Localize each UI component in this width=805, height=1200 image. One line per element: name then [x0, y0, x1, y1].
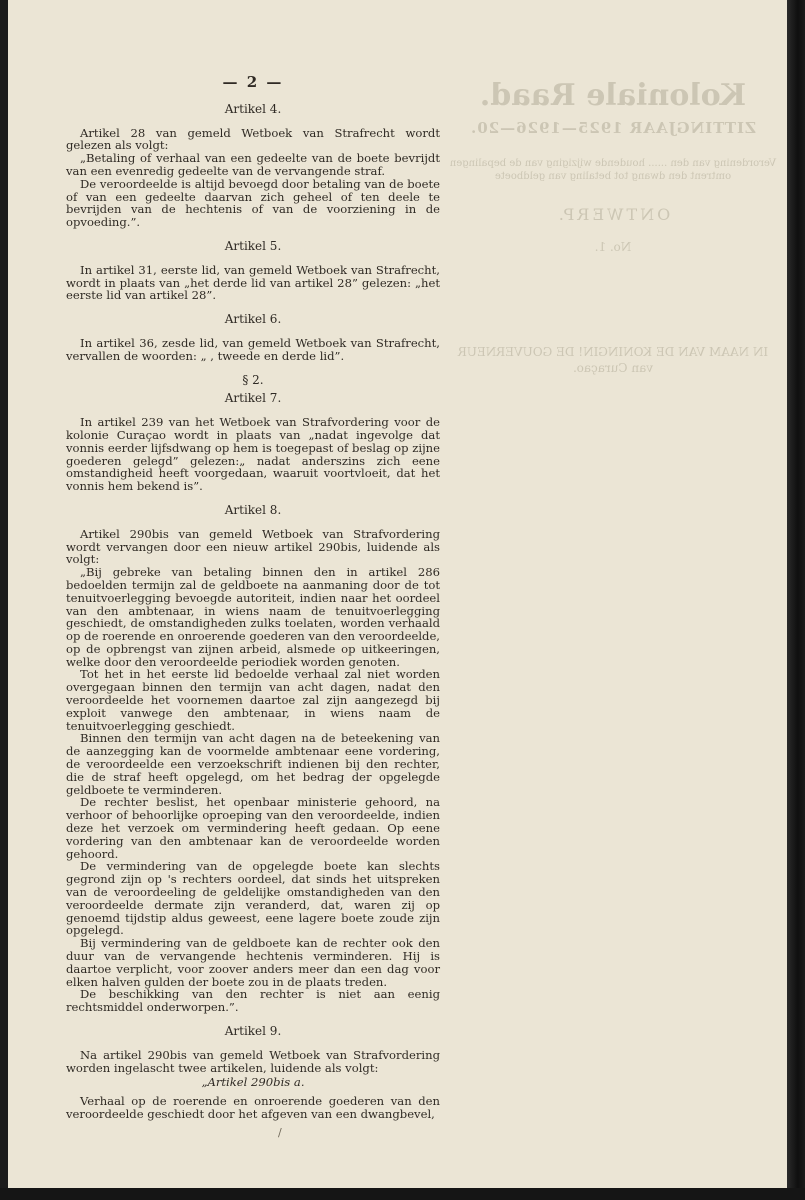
article-5-para-1: In artikel 31, eerste lid, van gemeld Wetboek van Strafrecht, wordt in plaats van „het derde lid van artikel 28” gelezen: „het eerste lid van artikel 28”. — [66, 262, 440, 303]
article-8-para-3: Tot het in het eerste lid bedoelde verhaal zal niet worden overgegaan binnen den termijn van acht dagen, nadat den veroordeelde het voornemen daartoe zal zijn aangezegd bij exploit vanwege den ambtenaar, in wiens naam de tenuitvoerlegging geschiedt. — [66, 667, 440, 733]
article-290bis-a-heading: „Artikel 290bis a. — [201, 1075, 305, 1090]
article-6-heading: Artikel 6. — [224, 312, 282, 327]
bleed-line-2: ZITTINGJAAR 1925—1926—20. — [470, 119, 756, 137]
document-page — [8, 0, 787, 1188]
bleed-through-text — [448, 60, 778, 580]
article-9-heading: Artikel 9. — [224, 1024, 282, 1038]
article-5-heading: Artikel 5. — [224, 238, 282, 253]
bleed-line-6: IN NAAM VAN DE KONINGIN! DE GOUVERNEUR van Curaçao. — [457, 345, 769, 375]
page-content — [66, 73, 440, 1121]
article-4-para-3: De veroordeelde is altijd bevoegd door betaling van de boete of van een gedeelte daarvan zich geheel of ten deele te bevrijden van de hechtenis of van de voorziening in de opvoeding.”. — [66, 176, 440, 230]
article-4-para-1: Artikel 28 van gemeld Wetboek van Strafrecht wordt gelezen als volgt: — [66, 125, 440, 153]
article-8-para-7: Bij vermindering van de geldboete kan de rechter ook den duur van de vervangende hechtenis verminderen. Hij is daartoe verplicht, voor zoover anders meer dan een dag voor elken halven gulden der boete zou in de plaats treden. — [66, 936, 440, 989]
article-8-para-4: Binnen den termijn van acht dagen na de beteekening van de aanzegging kan de voormelde ambtenaar eene vordering, de veroordeelde een verzoekschrift indienen bij den rechter, die de straf heeft opgelegd, om het bedrag der opgelegde geldboete te verminderen. — [66, 731, 440, 797]
bleed-line-4: ONTWERP. — [555, 205, 671, 224]
article-4-heading: Artikel 4. — [224, 101, 282, 116]
article-8-para-1: Artikel 290bis van gemeld Wetboek van Strafvordering wordt vervangen door een nieuw artikel 290bis, luidende als volgt: — [66, 526, 440, 567]
foot-mark: / — [278, 1126, 282, 1139]
article-4-para-2: „Betaling of verhaal van een gedeelte van de boete bevrijdt van een evenredig gedeelte van de vervangende straf. — [66, 151, 440, 178]
article-8-para-8: De beschikking van den rechter is niet aan eenig rechtsmiddel onderworpen.”. — [66, 987, 440, 1015]
article-8-para-6: De vermindering van de opgelegde boete kan slechts gegrond zijn op 's rechters oordeel, dat sinds het uitspreken van de veroordeeling de geldelijke omstandigheden van den veroordeelde dermate zijn veranderd, dat, waren zij op genoemd tijdstip aldus geweest, eene lagere boete zoude zijn opgelegd. — [66, 859, 440, 938]
article-8-para-2: „Bij gebreke van betaling binnen den in artikel 286 bedoelden termijn zal de geldboete na aanmaning door de tot tenuitvoerlegging bevoegde autoriteit, indien naar het oordeel van den ambtenaar, in wiens naam de tenuitvoerlegging geschiedt, de omstandigheden zulks toelaten, worden verhaald op de roerende en onroerende goederen van den veroordeelde, op de opbrengst van zijnen arbeid, alsmede op uitkeeringen, welke door den veroordeelde periodiek worden genoten. — [66, 565, 440, 669]
bleed-line-1: Koloniale Raad. — [479, 78, 747, 113]
section-2-heading: § 2. — [242, 372, 264, 387]
page-number: — 2 — — [222, 73, 284, 91]
article-8-heading: Artikel 8. — [224, 502, 282, 517]
bleed-line-3: Verordening van den ...... houdende wijziging van de bepalingen omtrent den dwang tot betaling van geldboete — [449, 158, 777, 182]
bleed-line-5: No. 1. — [594, 240, 632, 254]
scan-bottom-edge — [0, 1188, 805, 1200]
article-6-para-1: In artikel 36, zesde lid, van gemeld Wetboek van Strafrecht, vervallen de woorden: „ , tweede en derde lid”. — [66, 335, 440, 363]
article-290bis-a-para-1: Verhaal op de roerende en onroerende goederen van den veroordeelde geschiedt door het afgeven van een dwangbevel, — [66, 1094, 440, 1121]
article-8-para-5: De rechter beslist, het openbaar ministerie gehoord, na verhoor of behoorlijke oproeping van den veroordeelde, indien deze het verzoek om vermindering heeft gedaan. Op eene vordering van den ambtenaar kan de veroordeelde worden gehoord. — [66, 795, 440, 861]
scan-right-edge — [787, 0, 805, 1200]
article-7-heading: Artikel 7. — [224, 391, 282, 406]
article-9-para-1: Na artikel 290bis van gemeld Wetboek van Strafvordering worden ingelascht twee artikelen, luidende als volgt: — [66, 1047, 440, 1075]
article-7-para-1: In artikel 239 van het Wetboek van Strafvordering voor de kolonie Curaçao wordt in plaats van „nadat ingevolge dat vonnis eerder lijfsdwang op hem is toegepast of beslag op zijne goederen gelegd” gelezen:„ nadat anderszins zich eene omstandigheid heeft voorgedaan, waaruit voortvloeit, dat het vonnis hem bekend is”. — [66, 415, 440, 494]
